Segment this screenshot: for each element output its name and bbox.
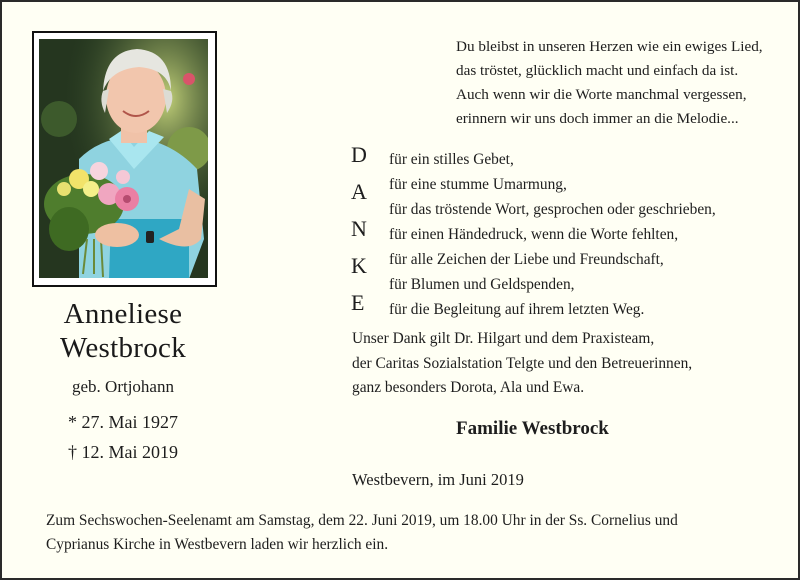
danke-letter: N: [351, 216, 367, 241]
danke-line: für einen Händedruck, wenn die Worte fehlten,: [389, 226, 679, 243]
photo-frame: [32, 31, 217, 287]
danke-line: für eine stumme Umarmung,: [389, 176, 567, 193]
death-date: † 12. Mai 2019: [68, 442, 178, 462]
poem-line: Auch wenn wir die Worte manchmal vergessen,: [456, 86, 747, 103]
danke-letter: K: [351, 253, 367, 278]
maiden-name: geb. Ortjohann: [72, 377, 174, 396]
danke-line: für alle Zeichen der Liebe und Freundschaft,: [389, 251, 664, 268]
danke-line: für das tröstende Wort, gesprochen oder geschrieben,: [389, 201, 716, 218]
poem-line: Du bleibst in unseren Herzen wie ein ewiges Lied,: [456, 38, 763, 55]
thanks-line: Unser Dank gilt Dr. Hilgart und dem Praxisteam,: [352, 330, 655, 347]
birth-date: * 27. Mai 1927: [68, 412, 178, 432]
last-name: Westbrock: [60, 332, 186, 364]
danke-line: für die Begleitung auf ihrem letzten Weg.: [389, 301, 645, 318]
service-announcement: [46, 509, 678, 557]
first-name: Anneliese: [63, 298, 183, 330]
danke-line: für ein stilles Gebet,: [389, 151, 514, 168]
thanks-line: der Caritas Sozialstation Telgte und den Betreuerinnen,: [352, 354, 693, 372]
poem: [456, 35, 763, 131]
danke-lines: [389, 147, 716, 322]
danke-letter: D: [351, 142, 367, 167]
portrait-illustration: [39, 39, 208, 278]
danke-letter: A: [351, 179, 367, 204]
service-line: Cyprianus Kirche in Westbevern laden wir herzlich ein.: [46, 536, 389, 553]
thanks-line: ganz besonders Dorota, Ala und Ewa.: [352, 379, 585, 396]
service-line: Zum Sechswochen-Seelenamt am Samstag, dem 22. Juni 2019, um 18.00 Uhr in der Ss. Cornelius und: [46, 512, 678, 529]
portrait-photo: [39, 39, 208, 278]
place-date: Westbevern, im Juni 2019: [352, 470, 524, 489]
danke-letter: E: [351, 290, 365, 315]
family-signature: Familie Westbrock: [456, 418, 609, 439]
poem-line: das tröstet, glücklich macht und einfach da ist.: [456, 62, 739, 79]
danke-line: für Blumen und Geldspenden,: [389, 276, 575, 293]
deceased-name: [32, 297, 214, 365]
poem-line: erinnern wir uns doch immer an die Melodie...: [456, 110, 739, 127]
thanks-paragraph: [352, 327, 692, 401]
